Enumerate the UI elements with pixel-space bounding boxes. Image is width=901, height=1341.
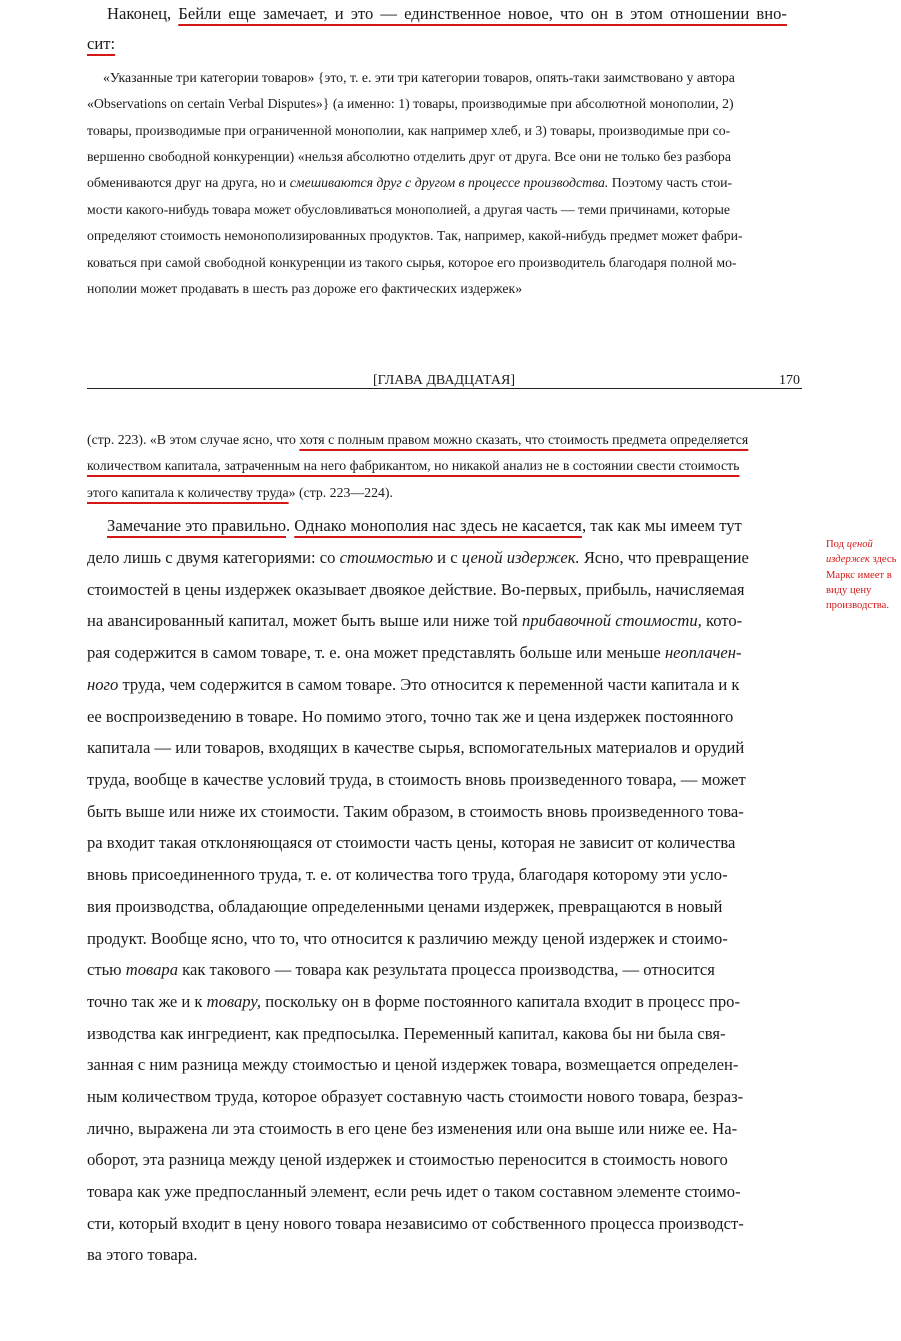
body-line: на авансированный капитал, может быть выше или ниже той прибавочной стоимости, кото- <box>87 611 743 630</box>
quote-line: мости какого-нибудь товара может обусловливаться монополией, а другая часть — теми причинами, которые <box>87 202 731 217</box>
body-line: точно так же и к товару, поскольку он в форме постоянного капитала входит в процесс про- <box>87 992 740 1011</box>
header-rule <box>87 388 802 389</box>
body-line: ра входит такая отклоняющаяся от стоимости часть цены, которая не зависит от количества <box>87 833 736 852</box>
body-line: товара как уже предпосланный элемент, если речь идет о таком составном элементе стоимо- <box>87 1182 741 1201</box>
text-run: Наконец, Бейли еще замечает, и это — единственное новое, что он в этом отношении вно- <box>107 4 787 23</box>
body-line: изводства как ингредиент, как предпосылка. Переменный капитал, какова бы ни была свя- <box>87 1024 726 1043</box>
body-line: капитала — или товаров, входящих в качестве сырья, вспомогательных материалов и орудий <box>87 738 745 757</box>
body-line: быть выше или ниже их стоимости. Таким образом, в стоимость вновь произведенного това- <box>87 802 744 821</box>
quote-line: товары, производимые при ограниченной монополии, как например хлеб, и 3) товары, производимые при со- <box>87 123 731 138</box>
body-line: вия производства, обладающие определенными ценами издержек, превращаются в новый <box>87 897 723 916</box>
page-number: 170 <box>779 373 800 388</box>
body-line: стоимостей в цены издержек оказывает двоякое действие. Во-первых, прибыль, начисляемая <box>87 580 745 599</box>
quote-line: (стр. 223). «В этом случае ясно, что хотя с полным правом можно сказать, что стоимость предмета определяется <box>87 432 749 447</box>
body-line: Замечание это правильно. Однако монополия нас здесь не касается, так как мы имеем тут <box>107 516 742 535</box>
quote-line: количеством капитала, затраченным на него фабрикантом, но никакой анализ не в состоянии свести стоимость <box>87 458 740 473</box>
quote-line: этого капитала к количеству труда» (стр. 223—224). <box>87 485 393 500</box>
body-line: рая содержится в самом товаре, т. е. она может представлять больше или меньше неоплачен- <box>87 643 742 662</box>
text-run: сит: <box>87 34 116 53</box>
body-line <box>87 34 115 54</box>
body-line: ным количеством труда, которое образует составную часть стоимости нового товара, безраз- <box>87 1087 744 1106</box>
quote-line: обмениваются друг на друга, но и смешиваются друг с другом в процессе производства. Поэтому часть стои- <box>87 175 733 190</box>
quote-line: «Observations on certain Verbal Disputes»} (а именно: 1) товары, производимые при абсолютной монополии, 2) <box>87 96 734 111</box>
margin-note: Под ценой издержек здесь Маркс имеет в виду цену производства. <box>826 539 897 612</box>
body-line: дело лишь с двумя категориями: со стоимостью и с ценой издержек. Ясно, что превращение <box>87 548 749 567</box>
quote-line: определяют стоимость немонополизированных продуктов. Так, например, какой-нибудь предмет может фабри- <box>87 228 743 243</box>
chapter-header: [ГЛАВА ДВАДЦАТАЯ] <box>373 373 515 388</box>
quote-line: коваться при самой свободной конкуренции из такого сырья, которое его производитель благодаря полной мо- <box>87 255 737 270</box>
body-line: стью товара как такового — товара как результата процесса производства, — относится <box>87 960 715 979</box>
body-line: вновь присоединенного труда, т. е. от количества того труда, благодаря которому эти усло- <box>87 865 728 884</box>
body-line <box>87 4 822 24</box>
body-line: ного труда, чем содержится в самом товаре. Это относится к переменной части капитала и к <box>87 675 740 694</box>
quote-line: вершенно свободной конкуренции) «нельзя абсолютно отделить друг от друга. Все они не только без разбора <box>87 149 731 164</box>
body-line: ее воспроизведению в товаре. Но помимо этого, точно так же и цена издержек постоянного <box>87 707 734 726</box>
quote-line: «Указанные три категории товаров» {это, т. е. эти три категории товаров, опять-таки заимствовано у автора <box>103 70 735 85</box>
body-line: оборот, эта разница между ценой издержек и стоимостью переносится в стоимость нового <box>87 1150 728 1169</box>
body-line: сти, который входит в цену нового товара независимо от собственного процесса производст- <box>87 1214 744 1233</box>
body-line: продукт. Вообще ясно, что то, что относится к различию между ценой издержек и стоимо- <box>87 929 728 948</box>
body-line: ва этого товара. <box>87 1245 198 1264</box>
quote-line: нополии может продавать в шесть раз дороже его фактических издержек» <box>87 281 523 296</box>
body-line: лично, выражена ли эта стоимость в его цене без изменения или она выше или ниже ее. На- <box>87 1119 738 1138</box>
body-line: труда, вообще в качестве условий труда, в стоимость вновь произведенного товара, — может <box>87 770 746 789</box>
body-line: занная с ним разница между стоимостью и ценой издержек товара, возмещается определен- <box>87 1055 739 1074</box>
